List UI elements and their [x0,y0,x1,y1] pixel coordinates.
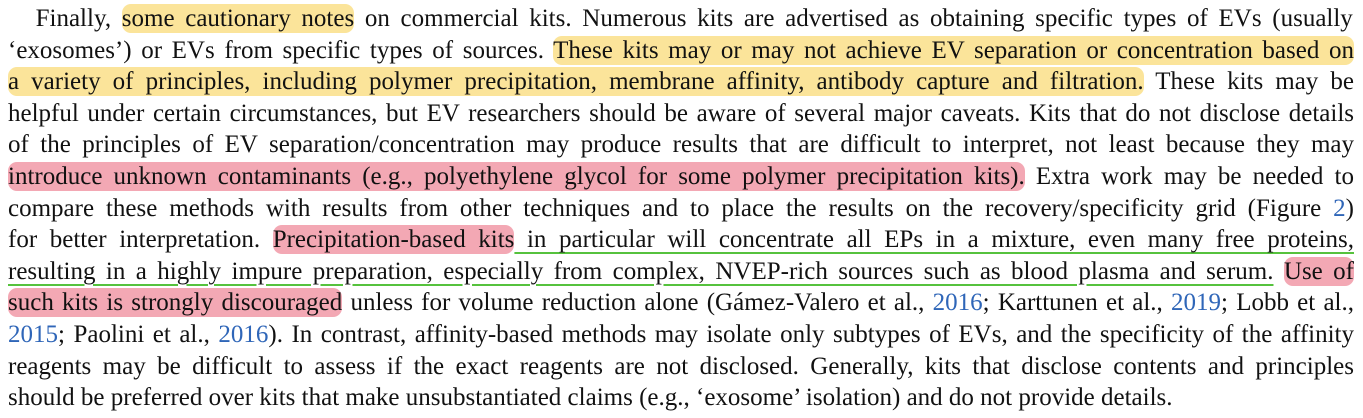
text-segment: should be preferred over kits that make unsubstantiated claims (e.g., ‘exosome’ isolation) and do not provide details. [8,384,1173,412]
text-segment: ; Lobb et al., [1221,289,1354,317]
highlighted-text-yellow: some cautionary notes [121,5,355,32]
citation-link[interactable]: 2015 [8,321,58,348]
citation-link[interactable]: 2 [1333,194,1346,222]
text-segment: of the principles of EV separation/concentration may produce results that are difficult to interpret, not least because they may [8,131,1354,159]
underlined-text: in particular will concentrate all EPs in a mixture, even many free proteins, [514,226,1354,254]
text-segment: for better interpretation. [8,226,273,254]
text-line [8,286,1354,320]
text-segment: unless for volume reduction alone (Gámez-Valero et al., [342,289,933,317]
text-segment: ). In contrast, affinity-based methods may isolate only subtypes of EVs, and the specificity of the affinity [268,321,1354,348]
text-segment: ; Paolini et al., [58,321,219,348]
text-segment: ; Karttunen et al., [982,289,1172,317]
text-line [8,34,1354,68]
text-line [8,192,1354,226]
highlighted-text-yellow: These kits may or may not achieve EV separation or concentration based on [553,36,1354,64]
text-segment: ‘exosomes’) or EVs from specific types of sources. [8,36,554,64]
citation-link[interactable]: 2016 [218,321,269,348]
text-line [8,381,1173,415]
text-line [8,65,1354,99]
citation-link[interactable]: 2019 [1171,289,1222,317]
highlighted-text-pink: Use of [1283,257,1354,285]
text-segment: on commercial kits. Numerous kits are advertised as obtaining specific types of EVs (usually [354,5,1353,32]
underlined-text: resulting in a highly impure preparation, especially from complex, NVEP-rich sources such as blood plasma and serum. [8,257,1274,285]
text-line [8,223,1354,257]
highlighted-text-pink: such kits is strongly discouraged [8,289,343,317]
text-segment: helpful under certain circumstances, but EV researchers should be aware of several major caveats. Kits that do not disclose details [8,99,1354,127]
text-line [8,318,1354,352]
highlighted-text-pink: introduce unknown contaminants (e.g., polyethylene glycol for some polymer precipitation kits). [8,163,1025,190]
text-segment: These kits may be [1143,68,1354,96]
text-segment: Finally, [8,5,122,32]
text-line [8,128,1354,162]
text-line [8,350,1354,384]
citation-link[interactable]: 2016 [932,289,983,317]
text-segment: Extra work may be needed to [1024,163,1354,190]
text-line [8,255,1354,289]
highlighted-text-yellow: a variety of principles, including polymer precipitation, membrane affinity, antibody capture and filtration. [8,68,1144,96]
text-segment: reagents may be difficult to assess if the exact reagents are not disclosed. Generally, kits that disclose contents and principles [8,352,1354,380]
text-segment: compare these methods with results from other techniques and to place the results on the recovery/specificity grid (Figure [8,194,1334,222]
text-line [8,97,1354,131]
text-segment [1273,258,1283,285]
highlighted-text-pink: Precipitation-based kits [272,226,515,254]
text-line [8,160,1354,194]
text-segment: ) [1345,194,1354,222]
text-line [8,2,1353,36]
